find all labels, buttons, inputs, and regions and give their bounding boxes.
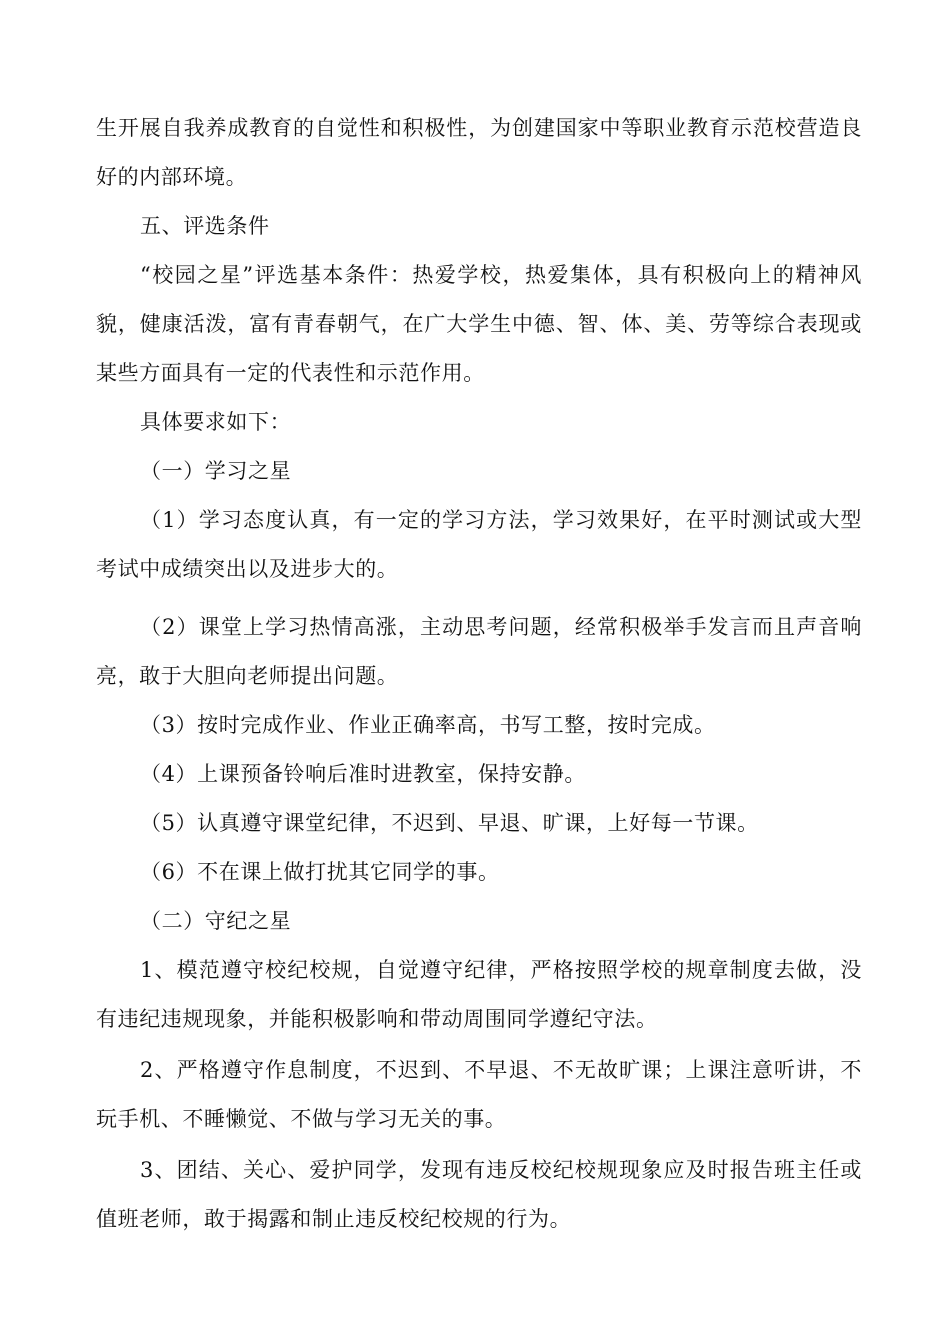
study-star-item-2: （2）课堂上学习热情高涨，主动思考问题，经常积极举手发言而且声音响亮，敢于大胆向老师提出问题。 [96,615,862,688]
study-star-item-3: （3）按时完成作业、作业正确率高，书写工整，按时完成。 [140,713,716,737]
subheading-discipline-star: （二）守纪之星 [140,909,292,933]
discipline-star-item-3: 3、团结、关心、爱护同学，发现有违反校纪校规现象应及时报告班主任或值班老师，敢于揭露和制止违反校纪校规的行为。 [96,1158,862,1231]
study-star-item-5: （5）认真遵守课堂纪律，不迟到、早退、旷课，上好每一节课。 [140,811,759,835]
study-star-item-4: （4）上课预备铃响后准时进教室，保持安静。 [140,762,586,786]
section-heading-selection-criteria: 五、评选条件 [140,214,270,238]
study-star-item-1: （1）学习态度认真，有一定的学习方法，学习效果好，在平时测试或大型考试中成绩突出以及进步大的。 [96,508,862,581]
discipline-star-item-1: 1、模范遵守校纪校规，自觉遵守纪律，严格按照学校的规章制度去做，没有违纪违规现象，并能积极影响和带动周围同学遵纪守法。 [96,958,862,1031]
paragraph-basic-criteria: “校园之星”评选基本条件：热爱学校，热爱集体，具有积极向上的精神风貌，健康活泼，富有青春朝气，在广大学生中德、智、体、美、劳等综合表现或某些方面具有一定的代表性和示范作用。 [96,263,862,385]
discipline-star-item-2: 2、严格遵守作息制度，不迟到、不早退、不无故旷课；上课注意听讲，不玩手机、不睡懒觉、不做与学习无关的事。 [96,1058,862,1131]
paragraph-specific-requirements: 具体要求如下： [140,410,292,434]
subheading-study-star: （一）学习之星 [140,459,292,483]
paragraph-intro-continuation: 生开展自我养成教育的自觉性和积极性，为创建国家中等职业教育示范校营造良好的内部环境。 [96,116,862,189]
study-star-item-6: （6）不在课上做打扰其它同学的事。 [140,860,500,884]
